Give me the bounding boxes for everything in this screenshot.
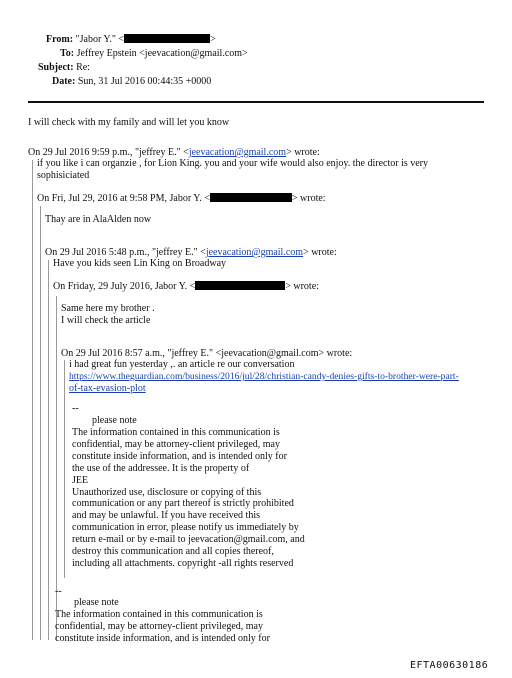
disclaimer-line: communication in error, please notify us immediately by: [72, 522, 299, 534]
disclaimer-line: confidential, may be attorney-client privileged, may: [72, 438, 280, 450]
redaction-bar: [210, 193, 292, 202]
subject-value: Re:: [76, 62, 90, 73]
disclaimer-line: return e-mail or by e-mail to jeevacation@gmail.com, and: [72, 534, 305, 546]
from-row: [46, 34, 216, 46]
from-value: "Jabor Y." <: [75, 34, 125, 45]
quote5-bar: [64, 360, 65, 578]
subject-label: Subject:: [38, 62, 74, 73]
note-title: please note: [74, 597, 119, 608]
date-value: Sun, 31 Jul 2016 00:44:35 +0000: [77, 76, 212, 87]
header-divider: [28, 101, 484, 103]
date-row: [52, 76, 211, 88]
redaction-bar: [195, 281, 285, 290]
quote1-bar: [32, 160, 33, 640]
disclaimer-line: confidential, may be attorney-client privileged, may: [55, 620, 263, 632]
disclaimer-line: and may be unlawful. If you have received this: [72, 510, 260, 522]
disclaimer-line: The information contained in this communication is: [55, 609, 263, 620]
disclaimer-line: the use of the addressee. It is the property of: [72, 462, 250, 474]
from-end: >: [210, 34, 216, 45]
disclaimer-line: JEE: [72, 474, 89, 486]
to-label: To:: [60, 48, 75, 59]
quote2-bar: [40, 206, 41, 640]
quote2-intro-end: > wrote:: [291, 193, 326, 204]
disclaimer-line: including all attachments. copyright -all rights reserved: [72, 557, 294, 569]
quote5-intro: On 29 Jul 2016 8:57 a.m., "jeffrey E." <jeevacation@gmail.com> wrote:: [61, 348, 353, 359]
signature-separator: --: [55, 586, 62, 597]
quote1-line2: sophisiciated: [37, 170, 90, 181]
quote5-line1: i had great fun yesterday ,. an article re our conversation: [69, 359, 295, 370]
quote3-intro-text: On 29 Jul 2016 5:48 p.m., "jeffrey E." <: [45, 247, 206, 258]
to-value: Jeffrey Epstein <jeevacation@gmail.com>: [76, 48, 248, 59]
quote4-intro-text: On Friday, 29 July 2016, Jabor Y. <: [53, 281, 196, 292]
quote2-line1: Thay are in AlaAlden now: [45, 214, 152, 225]
quote2-intro-text: On Fri, Jul 29, 2016 at 9:58 PM, Jabor Y. <: [37, 193, 210, 204]
disclaimer-line: constitute inside information, and is intended only for: [55, 632, 270, 644]
quote1-intro-end: > wrote:: [286, 147, 320, 158]
from-label: From:: [46, 34, 74, 45]
quote3-bar: [48, 260, 49, 640]
quote3-intro-end: > wrote:: [303, 247, 337, 258]
article-link-cont[interactable]: of-tax-evasion-plot: [69, 383, 146, 394]
disclaimer-line: communication or any part thereof is strictly prohibited: [72, 498, 294, 510]
document-id: EFTA00630186: [410, 660, 489, 671]
message-body: I will check with my family and will let you know: [28, 117, 230, 128]
signature-separator: --: [72, 403, 79, 414]
subject-row: [38, 62, 90, 74]
quote4-line1: Same here my brother .: [61, 303, 155, 314]
date-label: Date:: [52, 76, 76, 87]
note-title: please note: [92, 415, 137, 426]
quote4-line2: I will check the article: [61, 315, 151, 326]
article-link[interactable]: https://www.theguardian.com/business/2016/jul/28/christian-candy-denies-gifts-to-brother-were-part-: [69, 371, 459, 382]
disclaimer-line: destroy this communication and all copies thereof,: [72, 546, 274, 557]
disclaimer-line: The information contained in this communication is: [72, 427, 280, 438]
quote4-intro-end: > wrote:: [285, 281, 319, 292]
quote1-intro-text: On 29 Jul 2016 9:59 p.m., "jeffrey E." <: [28, 147, 189, 158]
quote1-line1: if you like i can organzie , for Lion King. you and your wife would also enjoy. the director is very: [37, 158, 429, 169]
disclaimer-line: constitute inside information, and is intended only for: [72, 450, 287, 462]
disclaimer-line: Unauthorized use, disclosure or copying of this: [72, 486, 262, 498]
quote2-intro: [37, 193, 326, 205]
quote3-line1: Have you kids seen Lin King on Broadway: [53, 258, 227, 269]
redaction-bar: [124, 34, 210, 43]
quote1-email-link[interactable]: jeevacation@gmail.com: [188, 147, 287, 158]
quote3-email-link[interactable]: jeevacation@gmail.com: [205, 247, 304, 258]
quote4-intro: [53, 281, 319, 293]
to-row: [60, 48, 248, 60]
